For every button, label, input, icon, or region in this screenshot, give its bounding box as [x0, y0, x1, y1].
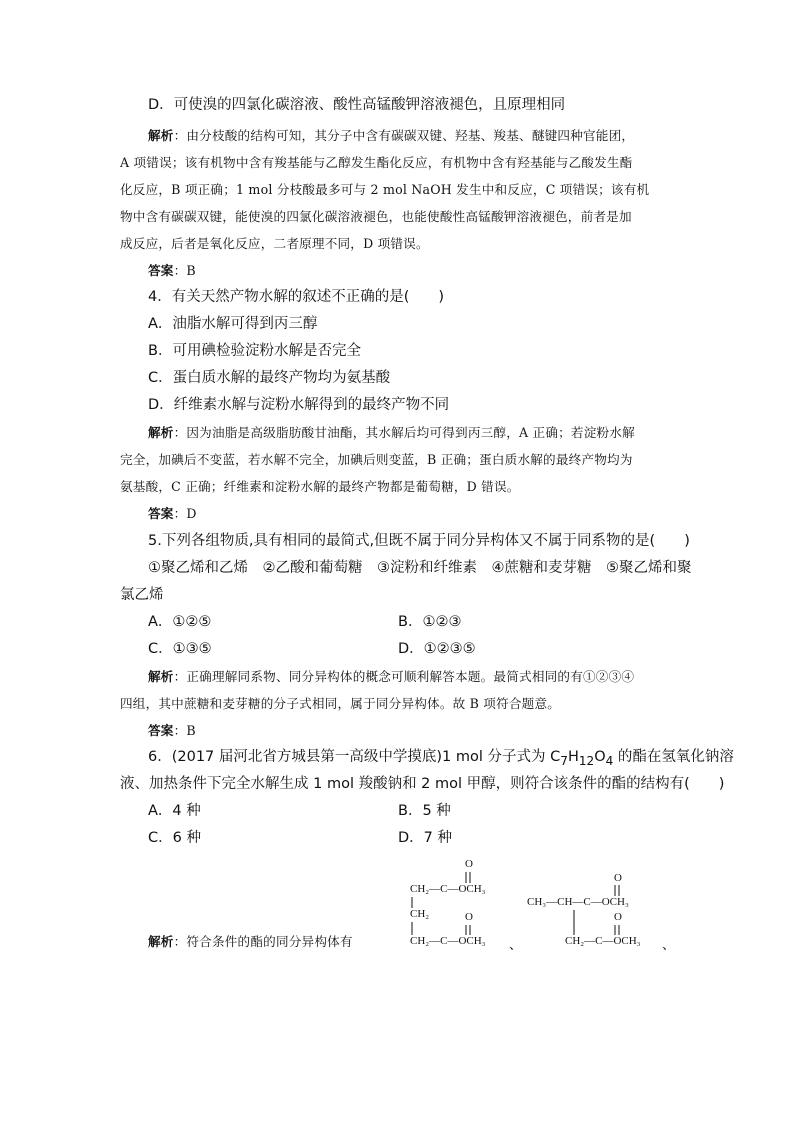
q6-option-a: A．4 种 — [148, 803, 201, 819]
document-page: D．可使溴的四氯化碳溶液、酸性高锰酸钾溶液褪色，且原理相同 解析：由分枝酸的结构可知，其分子中含有碳碳双键、羟基、羧基、醚键四种官能团， A 项错误；该有机物中含有羧基能与乙醇发生酯化反应，有机物中含有羟基能与乙酸发生酯 化反应，B 项正确；1 mol 分枝酸最多可与 2 mol NaOH 发生中和反应，C 项错误；该有机 物中含有碳碳双键，能使溴的四氯化碳溶液褪色，也能使酸性高锰酸钾溶液褪色，前者是加 成反应，后者是氧化反应，二者原理不同，D 项错误。 答案：B 4．有关天然产物水解的叙述不正确的是( ) A．油脂水解可得到丙三醇 B．可用碘检验淀粉水解是否完全 C．蛋白质水解的最终产物均为氨基酸 D．纤维素水解与淀粉水解得到的最终产物不同 解析：因为油脂是高级脂肪酸甘油酯，其水解后均可得到丙三醇，A 正确；若淀粉水解 完全，加碘后不变蓝，若水解不完全，加碘后则变蓝，B 正确；蛋白质水解的最终产物均为 氨基酸，C 正确；纤维素和淀粉水解的最终产物都是葡萄糖，D 错误。 答案：D 5.下列各组物质,具有相同的最简式,但既不属于同分异构体又不属于同系物的是( ) ①聚乙烯和乙烯 ②乙酸和葡萄糖 ③淀粉和纤维素 ④蔗糖和麦芽糖 ⑤聚乙烯和聚 氯乙烯 A．①②⑤ B．①②③ C．①③⑤ D．①②③⑤ 解析：正确理解同系物、同分异构体的概念可顺利解答本题。最简式相同的有①②③④ 四组，其中蔗糖和麦芽糖的分子式相同，属于同分异构体。故 B 项符合题意。 答案：B 6．(2017 届河北省方城县第一高级中学摸底)1 mol 分子式为 $C_7H_{12}O_4$ 的酯在氢氧化钠溶 液、加热条件下完全水解生成 1 mol 羧酸钠和 2 mol 甲醇，则符合该条件的酯的结构有( ) A．4 种 B．5 种 C．6 种 D．7 种 解析：符合条件的酯的同分异构体有 O CH₂—C—OCH₃ CH₂ O CH₂—C—OCH₃ 、 O CH₃—CH—C—OCH₃ O CH₂—C—OCH₃ 、 — [0, 0, 794, 1123]
q3-answer: 答案：B — [148, 263, 196, 278]
structure-separator-2: 、 — [662, 937, 676, 952]
q6-stem-line-1: 6．(2017 届河北省方城县第一高级中学摸底)1 mol 分子式为 $C_7H_{12}O_4$ 的酯在氢氧化钠溶 — [148, 749, 734, 768]
q3-analysis-line-2: A 项错误；该有机物中含有羧基能与乙醇发生酯化反应，有机物中含有羟基能与乙酸发生酯 — [120, 155, 633, 170]
q6-option-c: C．6 种 — [148, 830, 201, 846]
q5-items-line-1: ①聚乙烯和乙烯 ②乙酸和葡萄糖 ③淀粉和纤维素 ④蔗糖和麦芽糖 ⑤聚乙烯和聚 — [148, 560, 692, 576]
structure-separator-1: 、 — [509, 937, 523, 952]
q4-option-b: B．可用碘检验淀粉水解是否完全 — [148, 343, 361, 359]
q5-items-line-2: 氯乙烯 — [120, 587, 164, 603]
q4-analysis-line-2: 完全，加碘后不变蓝，若水解不完全，加碘后则变蓝，B 正确；蛋白质水解的最终产物均为 — [120, 452, 633, 467]
q5-option-b: B．①②③ — [398, 614, 462, 630]
q3-analysis-line-1: 解析：由分枝酸的结构可知，其分子中含有碳碳双键、羟基、羧基、醚键四种官能团， — [148, 128, 635, 143]
q6-option-d: D．7 种 — [398, 830, 452, 846]
q5-stem: 5.下列各组物质,具有相同的最简式,但既不属于同分异构体又不属于同系物的是( ) — [148, 533, 690, 549]
q3-analysis-line-3: 化反应，B 项正确；1 mol 分枝酸最多可与 2 mol NaOH 发生中和反应，C 项错误；该有机 — [120, 182, 650, 197]
q5-answer: 答案：B — [148, 723, 196, 738]
q5-analysis-line-1: 解析：正确理解同系物、同分异构体的概念可顺利解答本题。最简式相同的有①②③④ — [148, 669, 635, 684]
q4-analysis-line-3: 氨基酸，C 正确；纤维素和淀粉水解的最终产物都是葡萄糖，D 错误。 — [120, 479, 520, 494]
q4-answer: 答案：D — [148, 506, 197, 521]
q4-analysis-line-1: 解析：因为油脂是高级脂肪酸甘油酯，其水解后均可得到丙三醇，A 正确；若淀粉水解 — [148, 425, 635, 440]
q5-option-d: D．①②③⑤ — [398, 641, 476, 657]
q6-stem-line-2: 液、加热条件下完全水解生成 1 mol 羧酸钠和 2 mol 甲醇，则符合该条件的酯的结构有( ) — [120, 776, 725, 792]
q6-option-b: B．5 种 — [398, 803, 451, 819]
q6-analysis: 解析：符合条件的酯的同分异构体有 — [148, 934, 353, 949]
q3-analysis-line-4: 物中含有碳碳双键，能使溴的四氯化碳溶液褪色，也能使酸性高锰酸钾溶液褪色，前者是加 — [120, 209, 632, 224]
q4-option-a: A．油脂水解可得到丙三醇 — [148, 316, 318, 332]
q5-option-a: A．①②⑤ — [148, 614, 212, 630]
q5-option-c: C．①③⑤ — [148, 641, 212, 657]
analysis-label: 解析 — [148, 128, 174, 143]
q4-option-c: C．蛋白质水解的最终产物均为氨基酸 — [148, 370, 391, 386]
q3-option-d: D．可使溴的四氯化碳溶液、酸性高锰酸钾溶液褪色，且原理相同 — [148, 97, 566, 113]
q5-analysis-line-2: 四组，其中蔗糖和麦芽糖的分子式相同，属于同分异构体。故 B 项符合题意。 — [120, 696, 561, 711]
q3-analysis-line-5: 成反应，后者是氧化反应，二者原理不同，D 项错误。 — [120, 236, 429, 251]
q4-option-d: D．纤维素水解与淀粉水解得到的最终产物不同 — [148, 397, 450, 413]
q4-stem: 4．有关天然产物水解的叙述不正确的是( ) — [148, 289, 445, 305]
